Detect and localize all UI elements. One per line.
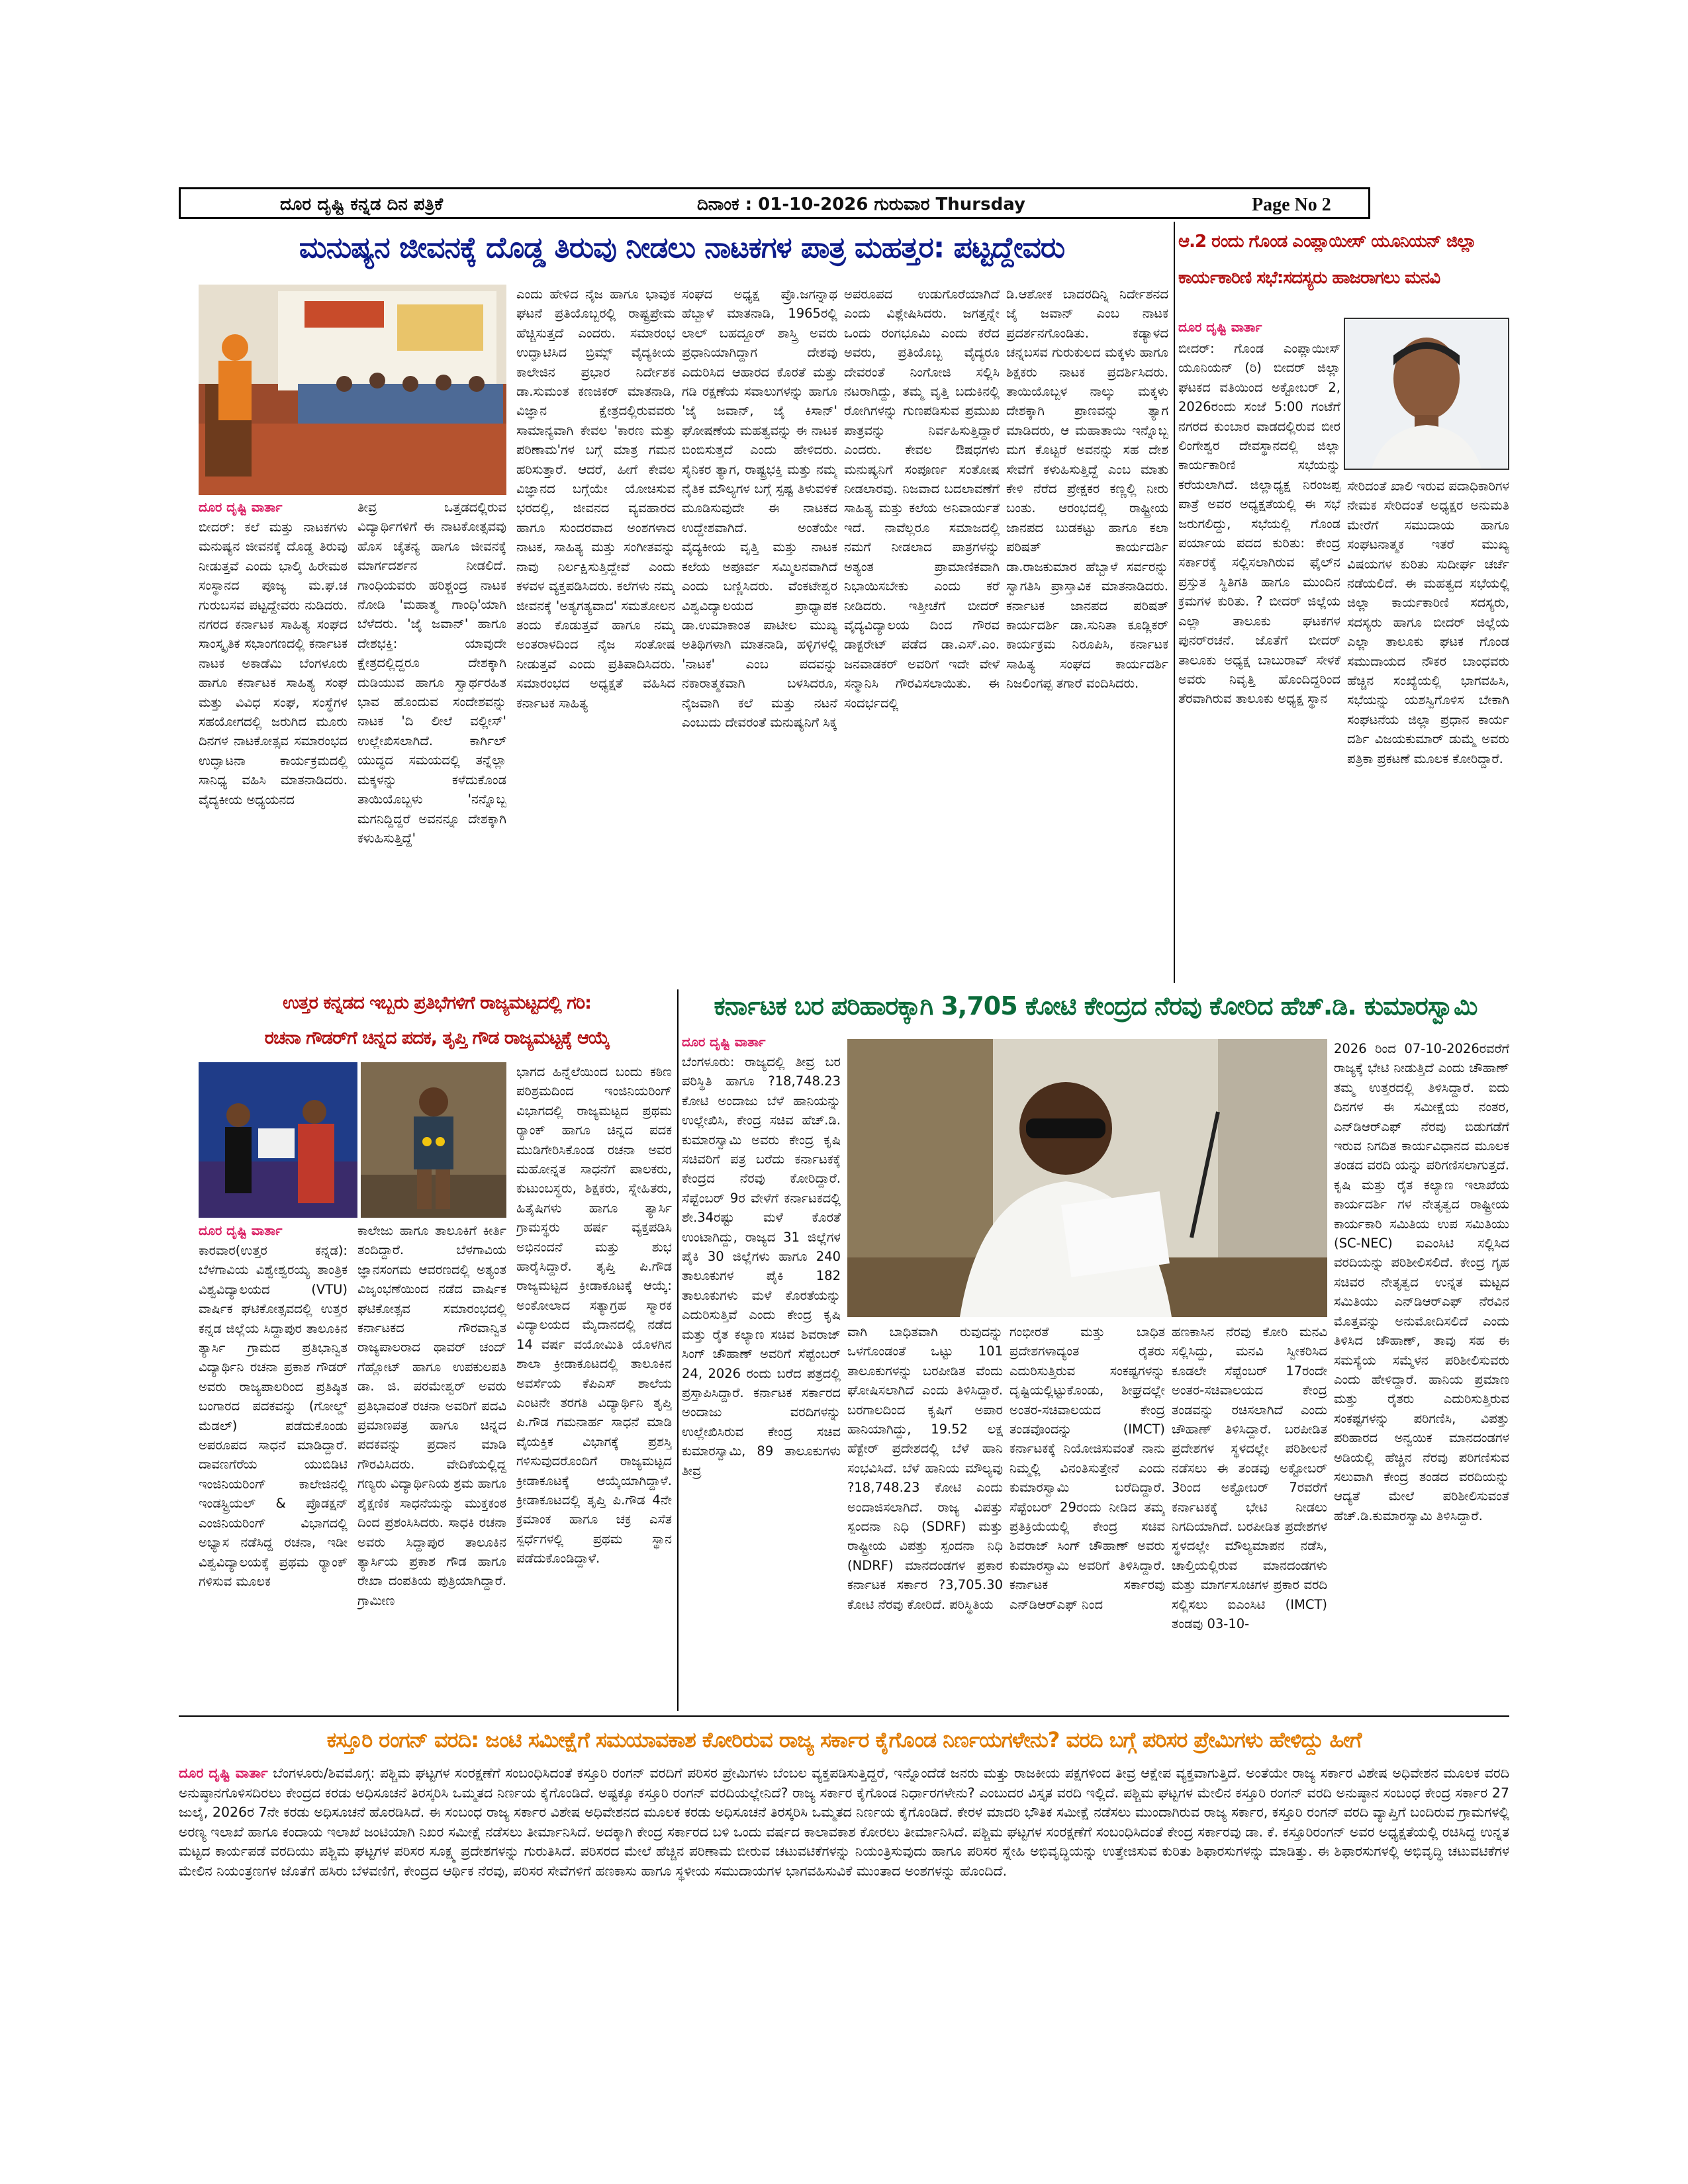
article-3-photo-2 (361, 1062, 506, 1218)
date-line: ದಿನಾಂಕ : 01-10-2026 ಗುರುವಾರ Thursday (697, 195, 1025, 214)
article-4-col-1-text: ಬೆಂಗಳೂರು: ರಾಜ್ಯದಲ್ಲಿ ತೀವ್ರ ಬರ ಪರಿಸ್ಥಿತಿ ಹಾಗೂ ?18,748.23 ಕೋಟಿ ಅಂದಾಜು ಬೆಳೆ ಹಾನಿಯನ್ನು ಉಲ್ಲೇಖಿಸಿ, ಕೇಂದ್ರ ಸಚಿವ ಹೆಚ್.ಡಿ. ಕುಮಾರಸ್ವಾಮಿ ಅವರು ಕೇಂದ್ರ ಕೃಷಿ ಸಚಿವರಿಗೆ ಪತ್ರ ಬರೆದು ಕರ್ನಾಟಕಕ್ಕೆ ಕೇಂದ್ರದ ನೆರವು ಕೋರಿದ್ದಾರೆ. ಸೆಪ್ಟೆಂಬರ್ 9ರ ವೇಳೆಗೆ ಕರ್ನಾಟಕದಲ್ಲಿ ಶೇ.34ರಷ್ಟು ಮಳೆ ಕೊರತೆ ಉಂಟಾಗಿದ್ದು, ರಾಜ್ಯದ 31 ಜಿಲ್ಲೆಗಳ ಪೈಕಿ 30 ಜಿಲ್ಲೆಗಳು ಹಾಗೂ 240 ತಾಲೂಕುಗಳ ಪೈಕಿ 182 ತಾಲೂಕುಗಳು ಮಳೆ ಕೊರತೆಯನ್ನು ಎದುರಿಸುತ್ತಿವೆ ಎಂದು ಕೇಂದ್ರ ಕೃಷಿ ಮತ್ತು ರೈತ ಕಲ್ಯಾಣ ಸಚಿವ ಶಿವರಾಜ್ ಸಿಂಗ್ ಚೌಹಾಣ್ ಅವರಿಗೆ ಸೆಪ್ಟೆಂಬರ್ 24, 2026 ರಂದು ಬರೆದ ಪತ್ರದಲ್ಲಿ ಪ್ರಸ್ತಾಪಿಸಿದ್ದಾರೆ. ಕರ್ನಾಟಕ ಸರ್ಕಾರದ ಅಂದಾಜು ವರದಿಗಳನ್ನು ಉಲ್ಲೇಖಿಸಿರುವ ಕೇಂದ್ರ ಸಚಿವ ಕುಮಾರಸ್ವಾಮಿ, 89 ತಾಲೂಕುಗಳು ತೀವ್ರ (682, 1054, 841, 1479)
article-2-byline-row (1178, 318, 1331, 339)
article-5-byline: ದೂರ ದೃಷ್ಟಿ ವಾರ್ತಾ (179, 1765, 268, 1781)
article-3-photo-1 (199, 1062, 357, 1218)
article-5-body (179, 1764, 1509, 2028)
article-3-byline: ದೂರ ದೃಷ್ಟಿ ವಾರ್ತಾ (199, 1223, 283, 1238)
article-3-headline-line-1: ಉತ್ತರ ಕನ್ನಡದ ಇಬ್ಬರು ಪ್ರತಿಭೆಗಳಿಗೆ ರಾಜ್ಯಮಟ್ಟದಲ್ಲಿ ಗರಿ: (283, 993, 591, 1013)
article-2-col-2-text: ಸೇರಿದಂತೆ ಖಾಲಿ ಇರುವ ಪದಾಧಿಕಾರಿಗಳ ನೇಮಕ ಸೇರಿದಂತೆ ಅಧ್ಯಕ್ಷರ ಅನುಮತಿ ಮೇರೆಗೆ ಸಮುದಾಯ ಹಾಗೂ ಸಂಘಟನಾತ್ಮಕ ಇತರೆ ಮುಖ್ಯ ವಿಷಯಗಳ ಕುರಿತು ಸುದೀರ್ಘ ಚರ್ಚೆ ನಡೆಯಲಿದೆ. ಈ ಮಹತ್ವದ ಸಭೆಯಲ್ಲಿ ಜಿಲ್ಲಾ ಕಾರ್ಯಕಾರಿಣಿ ಸದಸ್ಯರು, ಸದಸ್ಯರು ಹಾಗೂ ಬೀದರ್ ಜಿಲ್ಲೆಯ ಎಲ್ಲಾ ತಾಲೂಕು ಘಟಕ ಗೊಂಡ ಸಮುದಾಯದ ನೌಕರ ಬಾಂಧವರು ಹೆಚ್ಚಿನ ಸಂಖ್ಯೆಯಲ್ಲಿ ಭಾಗವಹಿಸಿ, ಸಭೆಯನ್ನು ಯಶಸ್ವಿಗೊಳಿಸ ಬೇಕಾಗಿ ಸಂಘಟನೆಯ ಜಿಲ್ಲಾ ಪ್ರಧಾನ ಕಾರ್ಯ ದರ್ಶಿ ವಿಜಯಕುಮಾರ್ ಡುಮ್ಮೆ ಅವರು ಪತ್ರಿಕಾ ಪ್ರಕಟಣೆ ಮೂಲಕ ಕೋರಿದ್ದಾರೆ. (1347, 478, 1509, 766)
article-1-headline: ಮನುಷ್ಯನ ಜೀವನಕ್ಕೆ ದೊಡ್ಡ ತಿರುವು ನೀಡಲು ನಾಟಕಗಳ ಪಾತ್ರ ಮಹತ್ತರ: ಪಟ್ಟದ್ದೇವರು (299, 231, 1065, 265)
page-number: Page No 2 (1252, 195, 1331, 215)
article-3-col-2-text: ಕಾಲೇಜು ಹಾಗೂ ತಾಲೂಕಿಗೆ ಕೀರ್ತಿ ತಂದಿದ್ದಾರೆ. ಬೆಳಗಾವಿಯ ಜ್ಞಾನಸಂಗಮ ಆವರಣದಲ್ಲಿ ಅತ್ಯಂತ ವಿಜೃಂಭಣೆಯಿಂದ ನಡೆದ ವಾರ್ಷಿಕ ಘಟಿಕೋತ್ಸವ ಸಮಾರಂಭದಲ್ಲಿ ಕರ್ನಾಟಕದ ಗೌರವಾನ್ವಿತ ರಾಜ್ಯಪಾಲರಾದ ಥಾವರ್ ಚಂದ್ ಗೆಹ್ಲೋಟ್ ಹಾಗೂ ಉಪಕುಲಪತಿ ಡಾ. ಜಿ. ಪರಮೇಶ್ವರ್ ಅವರು ಪ್ರತಿಭಾವಂತೆ ರಚನಾ ಅವರಿಗೆ ಪದವಿ ಪ್ರಮಾಣಪತ್ರ ಹಾಗೂ ಚಿನ್ನದ ಪದಕವನ್ನು ಪ್ರದಾನ ಮಾಡಿ ಗೌರವಿಸಿದರು. ವೇದಿಕೆಯಲ್ಲಿದ್ದ ಗಣ್ಯರು ವಿದ್ಯಾರ್ಥಿನಿಯ ಶ್ರಮ ಹಾಗೂ ಶೈಕ್ಷಣಿಕ ಸಾಧನೆಯನ್ನು ಮುಕ್ತಕಂಠ ದಿಂದ ಪ್ರಶಂಸಿಸಿದರು. ಸಾಧಕಿ ರಚನಾ ಅವರು ಸಿದ್ದಾಪುರ ತಾಲೂಕಿನ ತ್ಯಾರ್ಸಿಯ ಪ್ರಕಾಶ ಗೌಡ ಹಾಗೂ ರೇಖಾ ದಂಪತಿಯ ಪುತ್ರಿಯಾಗಿದ್ದಾರೆ. ಗ್ರಾಮೀಣ (357, 1223, 506, 1608)
article-4-headline: ಕರ್ನಾಟಕ ಬರ ಪರಿಹಾರಕ್ಕಾಗಿ 3,705 ಕೋಟಿ ಕೇಂದ್ರದ ನೆರವು ಕೋರಿದ ಹೆಚ್.ಡಿ. ಕುಮಾರಸ್ವಾಮಿ (714, 991, 1477, 1021)
article-1-col-1-text: ಬೀದರ್: ಕಲೆ ಮತ್ತು ನಾಟಕಗಳು ಮನುಷ್ಯನ ಜೀವನಕ್ಕೆ ದೊಡ್ಡ ತಿರುವು ನೀಡುತ್ತವೆ ಎಂದು ಭಾಲ್ಕಿ ಹಿರೇಮಠ ಸಂಸ್ಥಾನದ ಪೂಜ್ಯ ಮ.ಘ.ಚ ಗುರುಬಸವ ಪಟ್ಟದ್ದೇವರು ನುಡಿದರು. ನಗರದ ಕರ್ನಾಟಕ ಸಾಹಿತ್ಯ ಸಂಘದ ಸಾಂಸ್ಕೃತಿಕ ಸಭಾಂಗಣದಲ್ಲಿ ಕರ್ನಾಟಕ ನಾಟಕ ಅಕಾಡೆಮಿ ಬೆಂಗಳೂರು ಹಾಗೂ ಕರ್ನಾಟಕ ಸಾಹಿತ್ಯ ಸಂಘ ಮತ್ತು ವಿವಿಧ ಸಂಘ, ಸಂಸ್ಥೆಗಳ ಸಹಯೋಗದಲ್ಲಿ ಜರುಗಿದ ಮೂರು ದಿನಗಳ ನಾಟಕೋತ್ಸವ ಸಮಾರಂಭದ ಉದ್ಘಾಟನಾ ಕಾರ್ಯಕ್ರಮದಲ್ಲಿ ಸಾನಿಧ್ಯ ವಹಿಸಿ ಮಾತನಾಡಿದರು. ವೈದ್ಯಕೀಯ ಅಧ್ಯಯನದ (199, 520, 348, 807)
article-5-body-text: ಬೆಂಗಳೂರು/ಶಿವಮೊಗ್ಗ: ಪಶ್ಚಿಮ ಘಟ್ಟಗಳ ಸಂರಕ್ಷಣೆಗೆ ಸಂಬಂಧಿಸಿದಂತೆ ಕಸ್ತೂರಿ ರಂಗನ್ ವರದಿಗೆ ಪರಿಸರ ಪ್ರೇಮಿಗಳು ಬೆಂಬಲ ವ್ಯಕ್ತಪಡಿಸುತ್ತಿದ್ದರೆ, ಇನ್ನೊಂದೆಡೆ ಜನರು ಮತ್ತು ರಾಜಕೀಯ ಪಕ್ಷಗಳಿಂದ ತೀವ್ರ ಆಕ್ಷೇಪ ವ್ಯಕ್ತವಾಗುತ್ತಿದೆ. ಅಂತೆಯೇ ರಾಜ್ಯ ಸರ್ಕಾರ ವಿಶೇಷ ಅಧಿವೇಶನ ಮೂಲಕ ವರದಿ ಅನುಷ್ಠಾನಗೊಳಿಸದಿರಲು ಕೇಂದ್ರದ ಕರಡು ಅಧಿಸೂಚನೆ ತಿರಸ್ಕರಿಸಿ ಒಮ್ಮತದ ನಿರ್ಣಯ ಕೈಗೊಂಡಿದೆ. ಅಷ್ಟಕ್ಕೂ ಕಸ್ತೂರಿ ರಂಗನ್ ವರದಿಯಲ್ಲೇನಿದೆ? ರಾಜ್ಯ ಸರ್ಕಾರ ಕೈಗೊಂಡ ನಿರ್ಧಾರಗಳೇನು? ಎಂಬುದರ ವಿಸ್ತೃತ ವರದಿ ಇಲ್ಲಿದೆ. ಪಶ್ಚಿಮ ಘಟ್ಟಗಳ ಮೇಲಿನ ಕಸ್ತೂರಿ ರಂಗನ್ ವರದಿ ಅನುಷ್ಠಾನ ಸಂಬಂಧ ಕೇಂದ್ರ ಸರ್ಕಾರ 27 ಜುಲೈ, 2026ರ 7ನೇ ಕರಡು ಅಧಿಸೂಚನೆ ಹೊರಡಿಸಿದೆ. ಈ ಸಂಬಂಧ ರಾಜ್ಯ ಸರ್ಕಾರ ವಿಶೇಷ ಅಧಿವೇಶನದ ಮೂಲಕ ಕರಡು ಅಧಿಸೂಚನೆ ತಿರಸ್ಕರಿಸಿ ಒಮ್ಮತದ ನಿರ್ಣಯ ಕೈಗೊಂಡಿದೆ. ಕೇರಳ ಮಾದರಿ ಭೌತಿಕ ಸಮೀಕ್ಷೆ ನಡೆಸಲು ಮುಂದಾಗಿರುವ ರಾಜ್ಯ ಸರ್ಕಾರ, ಕಸ್ತೂರಿ ರಂಗನ್ ವರದಿ ವ್ಯಾಪ್ತಿಗೆ ಬಂದಿರುವ ಗ್ರಾಮಗಳಲ್ಲಿ ಅರಣ್ಯ ಇಲಾಖೆ ಹಾಗೂ ಕಂದಾಯ ಇಲಾಖೆ ಜಂಟಿಯಾಗಿ ನಿಖರ ಸಮೀಕ್ಷೆ ನಡೆಸಲು ತೀರ್ಮಾನಿಸಿದೆ. ಅದಕ್ಕಾಗಿ ಕೇಂದ್ರ ಸರ್ಕಾರದ ಬಳಿ ಒಂದು ವರ್ಷದ ಕಾಲಾವಕಾಶ ಕೋರಲು ತೀರ್ಮಾನಿಸಿದೆ. ಪಶ್ಚಿಮ ಘಟ್ಟಗಳ ಸಂರಕ್ಷಣೆಗೆ ಸಂಬಂಧಿಸಿದಂತೆ ಕೇಂದ್ರ ಸರ್ಕಾರವು ಡಾ. ಕೆ. ಕಸ್ತೂರಿರಂಗನ್ ಅವರ ಅಧ್ಯಕ್ಷತೆಯಲ್ಲಿ ರಚಿಸಿದ್ದ ಉನ್ನತ ಮಟ್ಟದ ಕಾರ್ಯಪಡೆ ವರದಿಯು ಪಶ್ಚಿಮ ಘಟ್ಟಗಳ ಪರಿಸರ ಸೂಕ್ಷ್ಮ ಪ್ರದೇಶಗಳನ್ನು ಗುರುತಿಸಿದೆ. ಪರಿಸರದ ಮೇಲೆ ಹೆಚ್ಚಿನ ಪರಿಣಾಮ ಬೀರುವ ಚಟುವಟಿಕೆಗಳನ್ನು ನಿಯಂತ್ರಿಸುವುದು ಹಾಗೂ ಪರಿಸರ ಸ್ನೇಹಿ ಅಭಿವೃದ್ಧಿಯನ್ನು ಉತ್ತೇಜಿಸುವ ಕುರಿತು ಶಿಫಾರಸುಗಳನ್ನು ಮಾಡಿತ್ತು. ಈ ಶಿಫಾರಸುಗಳಲ್ಲಿ ಅಭಿವೃದ್ಧಿ ಚಟುವಟಿಕೆಗಳ ಮೇಲಿನ ನಿಯಂತ್ರಣಗಳ ಜೊತೆಗೆ ಹಸಿರು ಬೆಳವಣಿಗೆ, ಕೇಂದ್ರದ ಆರ್ಥಿಕ ನೆರವು, ಪರಿಸರ ಸೇವೆಗಳಿಗೆ ಹಣಕಾಸು ಹಾಗೂ ಸ್ಥಳೀಯ ಸಮುದಾಯಗಳ ಭಾಗವಹಿಸುವಿಕೆ ಮುಂತಾದ ಅಂಶಗಳನ್ನು ಹೊಂದಿದೆ. (179, 1765, 1509, 1879)
article-2-headline-line-2: ಕಾರ್ಯಕಾರಿಣಿ ಸಭೆ:ಸದಸ್ಯರು ಹಾಜರಾಗಲು ಮನವಿ (1178, 268, 1440, 288)
article-4-col-3-text: ಗಂಭೀರತೆ ಮತ್ತು ಬಾಧಿತ ಪ್ರದೇಶಗಳಾದ್ಯಂತ ರೈತರು ಎದುರಿಸುತ್ತಿರುವ ಸಂಕಷ್ಟಗಳನ್ನು ದೃಷ್ಟಿಯಲ್ಲಿಟ್ಟುಕೊಂಡು, ಶೀಘ್ರದಲ್ಲೇ ಅಂತರ-ಸಚಿವಾಲಯದ ಕೇಂದ್ರ ತಂಡವೊಂದನ್ನು (IMCT) ಕರ್ನಾಟಕಕ್ಕೆ ನಿಯೋಜಿಸುವಂತೆ ನಾನು ನಿಮ್ಮಲ್ಲಿ ವಿನಂತಿಸುತ್ತೇನೆ ಎಂದು ಕುಮಾರಸ್ವಾಮಿ ಬರೆದಿದ್ದಾರೆ. ಸೆಪ್ಟೆಂಬರ್ 29ರಂದು ನೀಡಿದ ತಮ್ಮ ಪ್ರತಿಕ್ರಿಯೆಯಲ್ಲಿ ಕೇಂದ್ರ ಸಚಿವ ಶಿವರಾಜ್ ಸಿಂಗ್ ಚೌಹಾಣ್ ಅವರು ಕುಮಾರಸ್ವಾಮಿ ಅವರಿಗೆ ತಿಳಿಸಿದ್ದಾರೆ. ಕರ್ನಾಟಕ ಸರ್ಕಾರವು ಎನ್‌ಡಿಆರ್‌ಎಫ್ ನಿಂದ (1009, 1324, 1165, 1612)
article-4-byline-row (682, 1032, 841, 1052)
article-3-headline-line-2: ರಚನಾ ಗೌಡರ್‌ಗೆ ಚಿನ್ನದ ಪದಕ, ತೃಪ್ತಿ ಗೌಡ ರಾಜ್ಯಮಟ್ಟಕ್ಕೆ ಆಯ್ಕೆ (264, 1028, 610, 1048)
article-1-photo (199, 285, 506, 495)
article-3-col-1-text: ಕಾರವಾರ(ಉತ್ತರ ಕನ್ನಡ): ಬೆಳಗಾವಿಯ ವಿಶ್ವೇಶ್ವರಯ್ಯ ತಾಂತ್ರಿಕ ವಿಶ್ವವಿದ್ಯಾಲಯದ (VTU) ವಾರ್ಷಿಕ ಘಟಿಕೋತ್ಸವದಲ್ಲಿ ಉತ್ತರ ಕನ್ನಡ ಜಿಲ್ಲೆಯ ಸಿದ್ದಾಪುರ ತಾಲೂಕಿನ ತ್ಯಾರ್ಸಿ ಗ್ರಾಮದ ಪ್ರತಿಭಾನ್ವಿತ ವಿದ್ಯಾರ್ಥಿನಿ ರಚನಾ ಪ್ರಕಾಶ ಗೌಡರ್ ಅವರು ರಾಜ್ಯಪಾಲರಿಂದ ಪ್ರತಿಷ್ಠಿತ ಬಂಗಾರದ ಪದಕವನ್ನು (ಗೋಲ್ಡ್ ಮೆಡಲ್) ಪಡೆದುಕೊಂಡು ಅಪರೂಪದ ಸಾಧನೆ ಮಾಡಿದ್ದಾರೆ. ದಾವಣಗೆರೆಯ ಯುಬಿಡಿಟಿ ಇಂಜಿನಿಯರಿಂಗ್ ಕಾಲೇಜಿನಲ್ಲಿ ಇಂಡಸ್ಟ್ರಿಯಲ್ & ಪ್ರೊಡಕ್ಷನ್ ಎಂಜಿನಿಯರಿಂಗ್ ವಿಭಾಗದಲ್ಲಿ ಅಭ್ಯಾಸ ನಡೆಸಿದ್ದ ರಚನಾ, ಇಡೀ ವಿಶ್ವವಿದ್ಯಾಲಯಕ್ಕೆ ಪ್ರಥಮ ರ‍್ಯಾಂಕ್ ಗಳಿಸುವ ಮೂಲಕ (199, 1243, 348, 1589)
article-1-col-3-text: ಎಂದು ಹೇಳಿದ ನೈಜ ಹಾಗೂ ಭಾವುಕ ಘಟನೆ ಪ್ರತಿಯೊಬ್ಬರಲ್ಲಿ ರಾಷ್ಟ್ರಪ್ರೇಮ ಹೆಚ್ಚಿಸುತ್ತದೆ ಎಂದರು. ಸಮಾರಂಭ ಉದ್ಘಾಟಿಸಿದ ಬ್ರಿಮ್ಸ್ ವೈದ್ಯಕೀಯ ಕಾಲೇಜಿನ ಪ್ರಭಾರ ನಿರ್ದೇಶಕ ಡಾ.ಸುಮಂತ ಕಣಜಿಕರ್ ಮಾತನಾಡಿ, ವಿಜ್ಞಾನ ಕ್ಷೇತ್ರದಲ್ಲಿರುವವರು ಸಾಮಾನ್ಯವಾಗಿ ಕೇವಲ 'ಕಾರಣ ಮತ್ತು ಪರಿಣಾಮ'ಗಳ ಬಗ್ಗೆ ಮಾತ್ರ ಗಮನ ಹರಿಸುತ್ತಾರೆ. ಆದರೆ, ಹೀಗೆ ಕೇವಲ ವಿಜ್ಞಾನದ ಬಗ್ಗೆಯೇ ಯೋಚಿಸುವ ಭರದಲ್ಲಿ, ಜೀವನದ ವ್ಯವಹಾರದ ಹಾಗೂ ಸುಂದರವಾದ ಅಂಶಗಳಾದ ನಾಟಕ, ಸಾಹಿತ್ಯ ಮತ್ತು ಸಂಗೀತವನ್ನು ನಾವು ನಿರ್ಲಕ್ಷಿಸುತ್ತಿದ್ದೇವೆ ಎಂದು ಕಳವಳ ವ್ಯಕ್ತಪಡಿಸಿದರು. ಕಲೆಗಳು ನಮ್ಮ ಜೀವನಕ್ಕೆ 'ಅತ್ಯಗತ್ಯವಾದ' ಸಮತೋಲನ ತಂದು ಕೊಡುತ್ತವೆ ಹಾಗೂ ನಮ್ಮ ಅಂತರಾಳದಿಂದ ನೈಜ ಸಂತೋಷ ನೀಡುತ್ತವೆ ಎಂದು ಪ್ರತಿಪಾದಿಸಿದರು. ಸಮಾರಂಭದ ಅಧ್ಯಕ್ಷತೆ ವಹಿಸಿದ ಕರ್ನಾಟಕ ಸಾಹಿತ್ಯ (516, 287, 675, 711)
article-1-col-6-text: ಡಿ.ಆಶೋಕ ಬಾದರದಿನ್ನಿ ನಿರ್ದೇಶನದ ಜೈ ಜವಾನ್ ಎಂಬ ನಾಟಕ ಪ್ರದರ್ಶನಗೊಂಡಿತು. ಕಡ್ಯಾಳದ ಚನ್ನಬಸವ ಗುರುಕುಲದ ಮಕ್ಕಳು ಹಾಗೂ ಶಿಕ್ಷಕರು ನಾಟಕ ಪ್ರದರ್ಶಿಸಿದರು. ತಾಯಿಯೊಬ್ಬಳ ನಾಲ್ಕು ಮಕ್ಕಳು ದೇಶಕ್ಕಾಗಿ ಪ್ರಾಣವನ್ನು ತ್ಯಾಗ ಮಾಡಿದರು, ಆ ಮಹಾತಾಯಿ ಇನ್ನೊಬ್ಬ ಮಗ ಕೊಟ್ಟರೆ ಅವನನ್ನು ಸಹ ದೇಶ ಸೇವೆಗೆ ಕಳುಹಿಸುತ್ತಿದ್ದೆ ಎಂಬ ಮಾತು ಕೇಳಿ ನೆರೆದ ಪ್ರೇಕ್ಷಕರ ಕಣ್ಣಲ್ಲಿ ನೀರು ಬಂತು. ಆರಂಭದಲ್ಲಿ ರಾಷ್ಟ್ರೀಯ ಜಾನಪದ ಬುಡಕಟ್ಟು ಹಾಗೂ ಕಲಾ ಪರಿಷತ್ ಕಾರ್ಯದರ್ಶಿ ಡಾ.ರಾಜಕುಮಾರ ಹೆಬ್ಬಾಳೆ ಸರ್ವರನ್ನು ಸ್ವಾಗತಿಸಿ ಪ್ರಾಸ್ತಾವಿಕ ಮಾತನಾಡಿದರು. ಕರ್ನಾಟಕ ಜಾನಪದ ಪರಿಷತ್ ಕಾರ್ಯದರ್ಶಿ ಡಾ.ಸುನಿತಾ ಕೂಡ್ಲಿಕರ್ ಕಾರ್ಯಕ್ರಮ ನಿರೂಪಿಸಿ, ಕರ್ನಾಟಕ ಸಾಹಿತ್ಯ ಸಂಘದ ಕಾರ್ಯದರ್ಶಿ ನಿಜಲಿಂಗಪ್ಪ ತಗಾರೆ ವಂದಿಸಿದರು. (1006, 287, 1168, 692)
article-1-byline: ದೂರ ದೃಷ್ಟಿ ವಾರ್ತಾ (199, 500, 283, 515)
article-1-col-2-text: ತೀವ್ರ ಒತ್ತಡದಲ್ಲಿರುವ ವಿದ್ಯಾರ್ಥಿಗಳಿಗೆ ಈ ನಾಟಕೋತ್ಸವವು ಹೊಸ ಚೈತನ್ಯ ಹಾಗೂ ಜೀವನಕ್ಕೆ ಮಾರ್ಗದರ್ಶನ ನೀಡಲಿದೆ. ಗಾಂಧಿಯವರು ಹರಿಶ್ಚಂದ್ರ ನಾಟಕ ನೋಡಿ 'ಮಹಾತ್ಮ ಗಾಂಧಿ'ಯಾಗಿ ಬೆಳೆದರು. 'ಜೈ ಜವಾನ್' ಹಾಗೂ ದೇಶಭಕ್ತಿ: ಯಾವುದೇ ಕ್ಷೇತ್ರದಲ್ಲಿದ್ದರೂ ದೇಶಕ್ಕಾಗಿ ದುಡಿಯುವ ಹಾಗೂ ಸ್ವಾರ್ಥರಹಿತ ಭಾವ ಹೊಂದುವ ಸಂದೇಶವನ್ನು ನಾಟಕ 'ದಿ ಲೀಲೆ ವಲ್ಲೀಸ್' ಉಲ್ಲೇಖಿಸಲಾಗಿದೆ. ಕಾರ್ಗಿಲ್ ಯುದ್ಧದ ಸಮಯದಲ್ಲಿ ತನ್ನೆಲ್ಲಾ ಮಕ್ಕಳನ್ನು ಕಳೆದುಕೊಂಡ ತಾಯಿಯೊಬ್ಬಳು 'ನನ್ನೊಬ್ಬ ಮಗನಿದ್ದಿದ್ದರೆ ಅವನನ್ನೂ ದೇಶಕ್ಕಾಗಿ ಕಳುಹಿಸುತ್ತಿದ್ದೆ' (357, 500, 506, 846)
article-4-col-4-text: ಹಣಕಾಸಿನ ನೆರವು ಕೋರಿ ಮನವಿ ಸಲ್ಲಿಸಿದ್ದು, ಮನವಿ ಸ್ವೀಕರಿಸಿದ ಕೂಡಲೇ ಸೆಪ್ಟೆಂಬರ್ 17ರಂದೇ ಅಂತರ-ಸಚಿವಾಲಯದ ಕೇಂದ್ರ ತಂಡವನ್ನು ರಚಿಸಲಾಗಿದೆ ಎಂದು ಚೌಹಾಣ್ ತಿಳಿಸಿದ್ದಾರೆ. ಬರಪೀಡಿತ ಪ್ರದೇಶಗಳ ಸ್ಥಳದಲ್ಲೇ ಪರಿಶೀಲನೆ ನಡೆಸಲು ಈ ತಂಡವು ಅಕ್ಟೋಬರ್ 3ರಿಂದ ಅಕ್ಟೋಬರ್ 7ರವರೆಗೆ ಕರ್ನಾಟಕಕ್ಕೆ ಭೇಟಿ ನೀಡಲು ನಿಗದಿಯಾಗಿದೆ. ಬರಪೀಡಿತ ಪ್ರದೇಶಗಳ ಸ್ಥಳದಲ್ಲೇ ಮೌಲ್ಯಮಾಪನ ನಡೆಸಿ, ಚಾಲ್ತಿಯಲ್ಲಿರುವ ಮಾನದಂಡಗಳು ಮತ್ತು ಮಾರ್ಗಸೂಚಿಗಳ ಪ್ರಕಾರ ವರದಿ ಸಲ್ಲಿಸಲು ಐಎಂಸಿಟಿ (IMCT) ತಂಡವು 03-10- (1172, 1324, 1327, 1632)
article-2-portrait (1344, 318, 1509, 470)
page-header (179, 187, 1370, 219)
article-1-col-4-text: ಸಂಘದ ಅಧ್ಯಕ್ಷ ಪ್ರೊ.ಜಗನ್ನಾಥ ಹೆಬ್ಬಾಳೆ ಮಾತನಾಡಿ, 1965ರಲ್ಲಿ ಲಾಲ್ ಬಹದ್ದೂರ್ ಶಾಸ್ತ್ರಿ ಅವರು ಪ್ರಧಾನಿಯಾಗಿದ್ದಾಗ ದೇಶವು ಎದುರಿಸಿದ ಆಹಾರದ ಕೊರತೆ ಮತ್ತು ಗಡಿ ರಕ್ಷಣೆಯ ಸವಾಲುಗಳನ್ನು ಹಾಗೂ 'ಜೈ ಜವಾನ್, ಜೈ ಕಿಸಾನ್' ಘೋಷಣೆಯ ಮಹತ್ವವನ್ನು ಈ ನಾಟಕ ಬಿಂಬಿಸುತ್ತದೆ ಎಂದು ಹೇಳಿದರು. ಸೈನಿಕರ ತ್ಯಾಗ, ರಾಷ್ಟ್ರಭಕ್ತಿ ಮತ್ತು ನಮ್ಮ ನೈತಿಕ ಮೌಲ್ಯಗಳ ಬಗ್ಗೆ ಸ್ಪಷ್ಟ ತಿಳುವಳಿಕೆ ಮೂಡಿಸುವುದೇ ಈ ನಾಟಕದ ಉದ್ದೇಶವಾಗಿದೆ. ಅಂತೆಯೇ ವೈದ್ಯಕೀಯ ವೃತ್ತಿ ಮತ್ತು ನಾಟಕ ಕಲೆಯ ಅಪೂರ್ವ ಸಮ್ಮಿಲನವಾಗಿದೆ ಎಂದು ಬಣ್ಣಿಸಿದರು. ವೆಂಕಟೇಶ್ವರ ವಿಶ್ವವಿದ್ಯಾಲಯದ ಪ್ರಾಧ್ಯಾಪಕ ಡಾ.ಉಮಾಕಾಂತ ಪಾಟೀಲ ಮುಖ್ಯ ಅತಿಥಿಗಳಾಗಿ ಮಾತನಾಡಿ, ಹಳ್ಳಿಗಳಲ್ಲಿ 'ನಾಟಕ' ಎಂಬ ಪದವನ್ನು ನಕಾರಾತ್ಮಕವಾಗಿ ಬಳಸಿದರೂ, ನೈಜವಾಗಿ ಕಲೆ ಮತ್ತು ನಟನೆ ಎಂಬುದು ದೇವರಂತೆ ಮನುಷ್ಯನಿಗೆ ಸಿಕ್ಕ (682, 287, 837, 730)
article-2-byline: ದೂರ ದೃಷ್ಟಿ ವಾರ್ತಾ (1178, 320, 1262, 335)
column-divider (1174, 222, 1175, 983)
athlete-photo-image (361, 1062, 506, 1218)
article-4-photo (847, 1039, 1327, 1317)
article-1-col-5-text: ಅಪರೂಪದ ಉಡುಗೊರೆಯಾಗಿದೆ ಎಂದು ವಿಶ್ಲೇಷಿಸಿದರು. ಜಗತ್ತನ್ನೇ ಒಂದು ರಂಗಭೂಮಿ ಎಂದು ಕರೆದ ಅವರು, ಪ್ರತಿಯೊಬ್ಬ ವೈದ್ಯರೂ ದೇವರಂತೆ ನಿಂಗೋಜಿ ಸಲ್ಲಿಸಿ ನಟರಾಗಿದ್ದು, ತಮ್ಮ ವೃತ್ತಿ ಬದುಕಿನಲ್ಲಿ ರೋಗಿಗಳನ್ನು ಗುಣಪಡಿಸುವ ಪ್ರಮುಖ ಪಾತ್ರವನ್ನು ನಿರ್ವಹಿಸುತ್ತಿದ್ದಾರೆ ಎಂದರು. ಕೇವಲ ಔಷಧಗಳು ಮನುಷ್ಯನಿಗೆ ಸಂಪೂರ್ಣ ಸಂತೋಷ ನೀಡಲಾರವು. ನಿಜವಾದ ಬದಲಾವಣೆಗೆ ಸಾಹಿತ್ಯ ಮತ್ತು ಕಲೆಯ ಅನಿವಾರ್ಯತೆ ಇದೆ. ನಾವೆಲ್ಲರೂ ಸಮಾಜದಲ್ಲಿ ನಮಗೆ ನೀಡಲಾದ ಪಾತ್ರಗಳನ್ನು ಅತ್ಯಂತ ಪ್ರಾಮಾಣಿಕವಾಗಿ ನಿಭಾಯಿಸಬೇಕು ಎಂದು ಕರೆ ನೀಡಿದರು. ಇತ್ತೀಚೆಗೆ ಬೀದರ್ ವೈದ್ಯವಿದ್ಯಾಲಯ ದಿಂದ ಗೌರವ ಡಾಕ್ಟರೇಟ್ ಪಡೆದ ಡಾ.ಎಸ್.ಎಂ. ಜನವಾಡಕರ್ ಅವರಿಗೆ ಇದೇ ವೇಳೆ ಸನ್ಮಾನಿಸಿ ಗೌರವಿಸಲಾಯಿತು. ಈ ಸಂದರ್ಭದಲ್ಲಿ (844, 287, 1000, 711)
article-2-headline-line-1: ಆ.2 ರಂದು ಗೊಂಡ ಎಂಪ್ಲಾಯೀಸ್ ಯೂನಿಯನ್ ಜಿಲ್ಲಾ (1178, 232, 1476, 251)
article-4-col-5-text: 2026 ರಿಂದ 07-10-2026ರವರೆಗೆ ರಾಜ್ಯಕ್ಕೆ ಭೇಟಿ ನೀಡುತ್ತಿದೆ ಎಂದು ಚೌಹಾಣ್ ತಮ್ಮ ಉತ್ತರದಲ್ಲಿ ತಿಳಿಸಿದ್ದಾರೆ. ಐದು ದಿನಗಳ ಈ ಸಮೀಕ್ಷೆಯ ನಂತರ, ಎನ್‌ಡಿಆರ್‌ಎಫ್ ನೆರವು ಬಿಡುಗಡೆಗೆ ಇರುವ ನಿಗದಿತ ಕಾರ್ಯವಿಧಾನದ ಮೂಲಕ ತಂಡದ ವರದಿ ಯನ್ನು ಪರಿಗಣಿಸಲಾಗುತ್ತದೆ. ಕೃಷಿ ಮತ್ತು ರೈತ ಕಲ್ಯಾಣ ಇಲಾಖೆಯ ಕಾರ್ಯದರ್ಶಿ ಗಳ ನೇತೃತ್ವದ ರಾಷ್ಟ್ರೀಯ ಕಾರ್ಯಕಾರಿ ಸಮಿತಿಯ ಉಪ ಸಮಿತಿಯು (SC-NEC) ಐಎಂಸಿಟಿ ಸಲ್ಲಿಸಿದ ವರದಿಯನ್ನು ಪರಿಶೀಲಿಸಲಿದೆ. ಕೇಂದ್ರ ಗೃಹ ಸಚಿವರ ನೇತೃತ್ವದ ಉನ್ನತ ಮಟ್ಟದ ಸಮಿತಿಯು ಎನ್‌ಡಿಆರ್‌ಎಫ್ ನೆರವಿನ ಮೊತ್ತವನ್ನು ಅನುಮೋದಿಸಲಿದೆ ಎಂದು ತಿಳಿಸಿದ ಚೌಹಾಣ್, ತಾವು ಸಹ ಈ ಸಮಸ್ಯೆಯ ಸಮ್ಮೆಳನ ಪರಿಶೀಲಿಸುವರು ಎಂದು ಹೇಳಿದ್ದಾರೆ. ಹಾನಿಯ ಪ್ರಮಾಣ ಮತ್ತು ರೈತರು ಎದುರಿಸುತ್ತಿರುವ ಸಂಕಷ್ಟಗಳನ್ನು ಪರಿಗಣಿಸಿ, ವಿಪತ್ತು ಪರಿಹಾರದ ಅನ್ವಯಿಕ ಮಾನದಂಡಗಳ ಅಡಿಯಲ್ಲಿ ಹೆಚ್ಚಿನ ನೆರವು ಪರಿಗಣಿಸುವ ಸಲುವಾಗಿ ಕೇಂದ್ರ ತಂಡದ ವರದಿಯನ್ನು ಆದ್ಯತೆ ಮೇಲೆ ಪರಿಶೀಲಿಸುವಂತೆ ಹೆಚ್.ಡಿ.ಕುಮಾರಸ್ವಾಮಿ ತಿಳಿಸಿದ್ದಾರೆ. (1334, 1041, 1509, 1524)
section-divider (179, 1715, 1509, 1717)
article-3-byline-row (199, 1221, 348, 1241)
paper-name: ದೂರ ದೃಷ್ಟಿ ಕನ್ನಡ ದಿನ ಪತ್ರಿಕೆ (280, 195, 444, 214)
minister-photo-image (847, 1039, 1327, 1317)
portrait-photo-image (1345, 319, 1508, 469)
article-2-col-1-text: ಬೀದರ್: ಗೊಂಡ ಎಂಪ್ಲಾಯೀಸ್ ಯೂನಿಯನ್ (ರಿ) ಬೀದರ್ ಜಿಲ್ಲಾ ಘಟಕದ ವತಿಯಿಂದ ಅಕ್ಟೋಬರ್ 2, 2026ರಂದು ಸಂಜೆ 5:00 ಗಂಟೆಗೆ ನಗರದ ಕುಂಬಾರ ವಾಡದಲ್ಲಿರುವ ಬೀರ ಲಿಂಗೇಶ್ವರ ದೇವಸ್ಥಾನದಲ್ಲಿ ಜಿಲ್ಲಾ ಕಾರ್ಯಕಾರಿಣಿ ಸಭೆಯನ್ನು ಕರೆಯಲಾಗಿದೆ. ಜಿಲ್ಲಾಧ್ಯಕ್ಷ ನಿರಂಜಪ್ಪ ಪಾತ್ರೆ ಅವರ ಅಧ್ಯಕ್ಷತೆಯಲ್ಲಿ ಈ ಸಭೆ ಜರುಗಲಿದ್ದು, ಸಭೆಯಲ್ಲಿ ಗೊಂಡ ಪರ್ಯಾಯ ಪದದ ಕುರಿತು: ಕೇಂದ್ರ ಸರ್ಕಾರಕ್ಕೆ ಸಲ್ಲಿಸಲಾಗಿರುವ ಫೈಲ್‌ನ ಪ್ರಸ್ತುತ ಸ್ಥಿತಿಗತಿ ಹಾಗೂ ಮುಂದಿನ ಕ್ರಮಗಳ ಕುರಿತು. ? ಬೀದರ್ ಜಿಲ್ಲೆಯ ಎಲ್ಲಾ ತಾಲೂಕು ಘಟಕಗಳ ಪುನರ್‌ರಚನೆ. ಜೊತೆಗೆ ಬೀದರ್ ತಾಲೂಕು ಅಧ್ಯಕ್ಷ ಬಾಬುರಾವ್ ಸೇಳಕೆ ಅವರು ನಿವೃತ್ತಿ ಹೊಂದಿದ್ದರಿಂದ ತೆರವಾಗಿರುವ ತಾಲೂಕು ಅಧ್ಯಕ್ಷ ಸ್ಥಾನ (1178, 341, 1340, 707)
article-5-headline: ಕಸ್ತೂರಿ ರಂಗನ್ ವರದಿ: ಜಂಟಿ ಸಮೀಕ್ಷೆಗೆ ಸಮಯಾವಕಾಶ ಕೋರಿರುವ ರಾಜ್ಯ ಸರ್ಕಾರ ಕೈಗೊಂಡ ನಿರ್ಣಯಗಳೇನು? ವರದಿ ಬಗ್ಗೆ ಪರಿಸರ ಪ್ರೇಮಿಗಳು ಹೇಳಿದ್ದು ಹೀಗೆ (326, 1727, 1362, 1752)
article-3-col-3-text: ಭಾಗದ ಹಿನ್ನೆಲೆಯಿಂದ ಬಂದು ಕಠಿಣ ಪರಿಶ್ರಮದಿಂದ ಇಂಜಿನಿಯರಿಂಗ್ ವಿಭಾಗದಲ್ಲಿ ರಾಜ್ಯಮಟ್ಟದ ಪ್ರಥಮ ರ‍್ಯಾಂಕ್ ಹಾಗೂ ಚಿನ್ನದ ಪದಕ ಮುಡಿಗೇರಿಸಿಕೊಂಡ ರಚನಾ ಅವರ ಮಹೋನ್ನತ ಸಾಧನೆಗೆ ಪಾಲಕರು, ಕುಟುಂಬಸ್ಥರು, ಶಿಕ್ಷಕರು, ಸ್ನೇಹಿತರು, ಹಿತೈಷಿಗಳು ಹಾಗೂ ತ್ಯಾರ್ಸಿ ಗ್ರಾಮಸ್ಥರು ಹರ್ಷ ವ್ಯಕ್ತಪಡಿಸಿ ಅಭಿನಂದನೆ ಮತ್ತು ಶುಭ ಹಾರೈಸಿದ್ದಾರೆ. ತೃಪ್ತಿ ಪಿ.ಗೌಡ ರಾಜ್ಯಮಟ್ಟದ ಕ್ರೀಡಾಕೂಟಕ್ಕೆ ಆಯ್ಕೆ: ಅಂಕೋಲಾದ ಸತ್ಯಾಗ್ರಹ ಸ್ಮಾರಕ ವಿದ್ಯಾಲಯದ ಮೈದಾನದಲ್ಲಿ ನಡೆದ 14 ವರ್ಷ ವಯೋಮಿತಿ ಯೊಳಗಿನ ಶಾಲಾ ಕ್ರೀಡಾಕೂಟದಲ್ಲಿ ತಾಲೂಕಿನ ಅವರ್ಸೆಯ ಕೆಪಿಎಸ್ ಶಾಲೆಯ ಎಂಟನೇ ತರಗತಿ ವಿದ್ಯಾರ್ಥಿನಿ ತೃಪ್ತಿ ಪಿ.ಗೌಡ ಗಮನಾರ್ಹ ಸಾಧನೆ ಮಾಡಿ ವೈಯಕ್ತಿಕ ವಿಭಾಗಕ್ಕೆ ಪ್ರಶಸ್ತಿ ಗಳಿಸುವುದರೊಂದಿಗೆ ರಾಜ್ಯಮಟ್ಟದ ಕ್ರೀಡಾಕೂಟಕ್ಕೆ ಆಯ್ಕೆಯಾಗಿದ್ದಾಳೆ. ಕ್ರೀಡಾಕೂಟದಲ್ಲಿ ತೃಪ್ತಿ ಪಿ.ಗೌಡ 4ನೇ ಕ್ರಮಾಂಕ ಹಾಗೂ ಚಕ್ರ ಎಸೆತ ಸ್ಪರ್ಧೆಗಳಲ್ಲಿ ಪ್ರಥಮ ಸ್ಥಾನ ಪಡೆದುಕೊಂಡಿದ್ದಾಳೆ. (516, 1064, 672, 1567)
graduation-photo-image (199, 1062, 357, 1218)
article-4-col-2-text: ವಾಗಿ ಬಾಧಿತವಾಗಿ ರುವುದನ್ನು ಒಳಗೊಂಡಂತೆ ಒಟ್ಟು 101 ತಾಲೂಕುಗಳನ್ನು ಬರಪೀಡಿತ ವೆಂದು ಘೋಷಿಸಲಾಗಿದೆ ಎಂದು ತಿಳಿಸಿದ್ದಾರೆ. ಬರಗಾಲದಿಂದ ಕೃಷಿಗೆ ಅಪಾರ ಹಾನಿಯಾಗಿದ್ದು, 19.52 ಲಕ್ಷ ಹೆಕ್ಟೇರ್ ಪ್ರದೇಶದಲ್ಲಿ ಬೆಳೆ ಹಾನಿ ಸಂಭವಿಸಿದೆ. ಬೆಳೆ ಹಾನಿಯ ಮೌಲ್ಯವು ?18,748.23 ಕೋಟಿ ಎಂದು ಅಂದಾಜಿಸಲಾಗಿದೆ. ರಾಜ್ಯ ವಿಪತ್ತು ಸ್ಪಂದನಾ ನಿಧಿ (SDRF) ಮತ್ತು ರಾಷ್ಟ್ರೀಯ ವಿಪತ್ತು ಸ್ಪಂದನಾ ನಿಧಿ (NDRF) ಮಾನದಂಡಗಳ ಪ್ರಕಾರ ಕರ್ನಾಟಕ ಸರ್ಕಾರ ?3,705.30 ಕೋಟಿ ನೆರವು ಕೋರಿದೆ. ಪರಿಸ್ಥಿತಿಯ (847, 1324, 1003, 1612)
article-4-byline: ದೂರ ದೃಷ್ಟಿ ವಾರ್ತಾ (682, 1034, 766, 1050)
column-divider-2 (677, 989, 679, 1711)
stage-photo-image (199, 285, 506, 495)
